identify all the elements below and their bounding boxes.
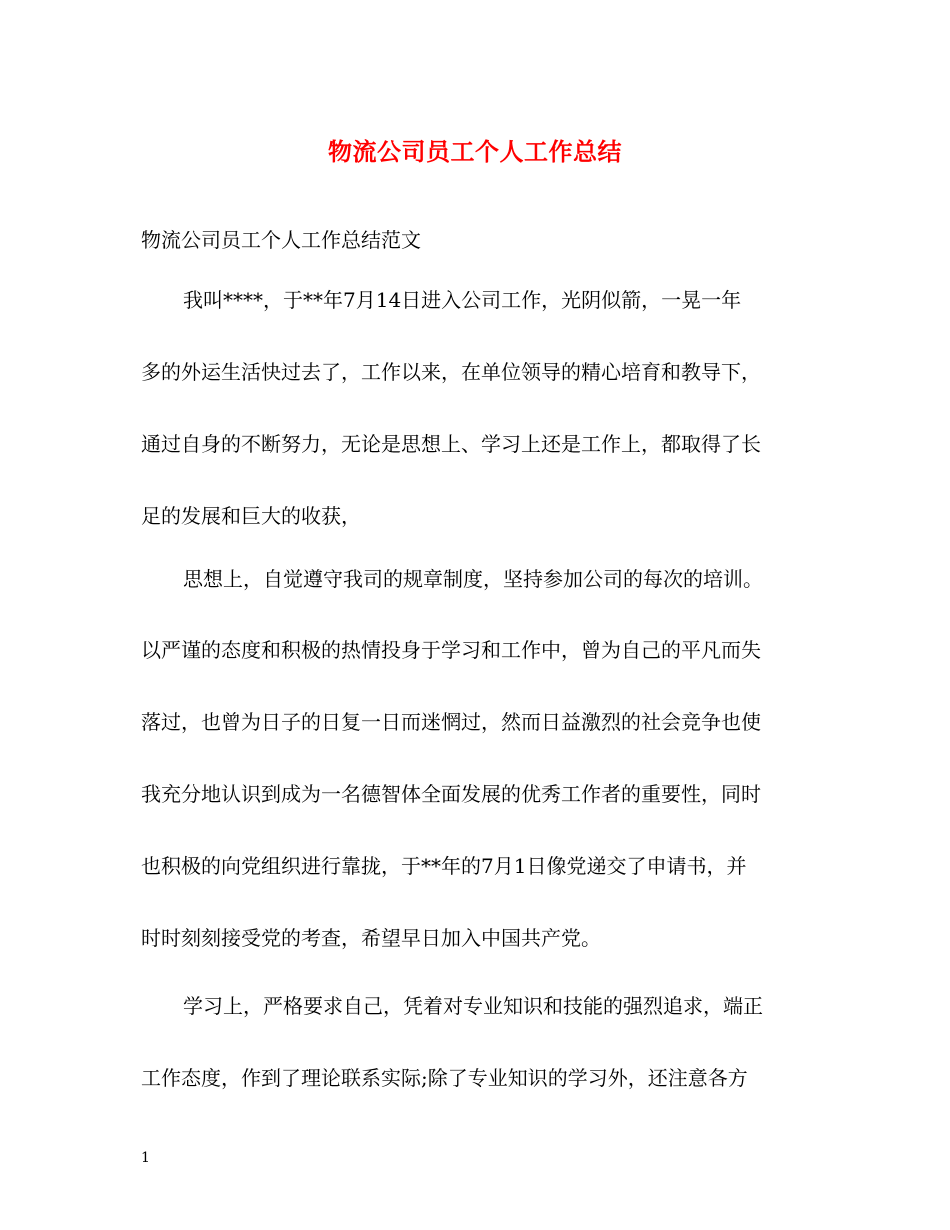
paragraph-line: 足的发展和巨大的收获，: [141, 504, 361, 528]
paragraph-line: 落过，也曾为日子的日复一日而迷惘过，然而日益激烈的社会竞争也使: [141, 710, 761, 734]
paragraph-line: 也积极的向党组织进行靠拢，于**年的7月1日像党递交了申请书，并: [141, 854, 747, 878]
paragraph-line: 学习上，严格要求自己，凭着对专业知识和技能的强烈追求，端正: [183, 994, 763, 1018]
paragraph-line: 我充分地认识到成为一名德智体全面发展的优秀工作者的重要性，同时: [141, 782, 761, 806]
paragraph-line: 我叫****，于**年7月14日进入公司工作，光阴似箭，一晃一年: [183, 288, 742, 312]
document-title: 物流公司员工个人工作总结: [328, 137, 622, 166]
document-subtitle: 物流公司员工个人工作总结范文: [141, 228, 421, 252]
paragraph-line: 多的外运生活快过去了，工作以来，在单位领导的精心培育和教导下，: [141, 360, 761, 384]
page-number: 1: [141, 1150, 150, 1166]
paragraph-line: 思想上，自觉遵守我司的规章制度，坚持参加公司的每次的培训。: [183, 567, 763, 591]
paragraph-line: 通过自身的不断努力，无论是思想上、学习上还是工作上，都取得了长: [141, 432, 761, 456]
paragraph-line: 时时刻刻接受党的考查，希望早日加入中国共产党。: [141, 926, 601, 950]
paragraph-line: 以严谨的态度和积极的热情投身于学习和工作中，曾为自己的平凡而失: [141, 638, 761, 662]
paragraph-line: 工作态度，作到了理论联系实际;除了专业知识的学习外，还注意各方: [141, 1066, 748, 1090]
